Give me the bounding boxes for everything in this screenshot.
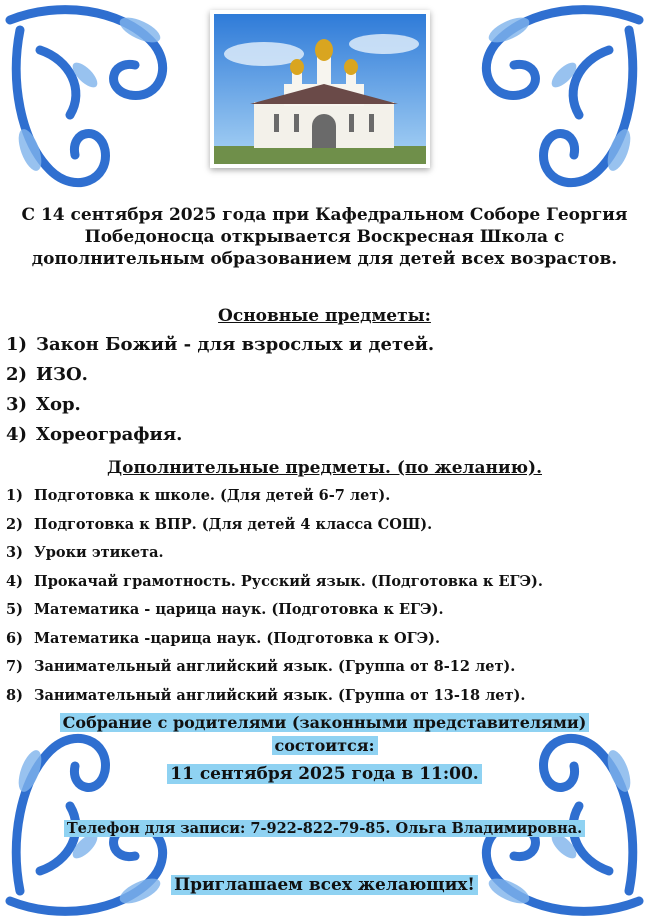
item-number: 8) — [6, 686, 23, 704]
item-number: 4) — [6, 424, 28, 445]
corner-ornament-top-left — [0, 0, 200, 210]
item-number: 3) — [6, 394, 28, 415]
list-item — [6, 364, 636, 394]
list-item — [6, 487, 642, 516]
item-number: 3) — [6, 544, 23, 561]
extra-subjects-list — [6, 487, 642, 715]
list-item — [6, 544, 642, 573]
item-text: Уроки этикета. — [34, 544, 164, 561]
item-text: Хореография. — [36, 424, 183, 445]
item-text: Закон Божий - для взрослых и детей. — [36, 334, 435, 355]
intro-text: С 14 сентября 2025 года при Кафедральном Соборе Георгия Победоносца открывается Воскресная Школа с дополнительным образованием для детей всех возрастов. — [21, 205, 628, 269]
main-subjects-list — [6, 334, 636, 454]
meeting-line-2: состоится: — [272, 736, 378, 755]
corner-ornament-top-right — [449, 0, 649, 210]
item-number: 6) — [6, 629, 23, 647]
extra-subjects-heading: Дополнительные предметы. (по желанию). — [106, 458, 542, 478]
item-number: 1) — [6, 487, 23, 504]
invite-text: Приглашаем всех желающих! — [171, 875, 478, 895]
list-item — [6, 424, 636, 454]
item-number: 7) — [6, 658, 23, 675]
item-text: Подготовка к школе. (Для детей 6-7 лет). — [34, 487, 391, 504]
cathedral-image — [214, 14, 426, 164]
list-item — [6, 658, 642, 687]
item-text: Занимательный английский язык. (Группа от 8-12 лет). — [34, 658, 516, 675]
item-text: ИЗО. — [36, 364, 88, 385]
item-number: 5) — [6, 601, 23, 618]
phone-info — [0, 820, 649, 837]
cathedral-photo — [210, 10, 430, 168]
list-item — [6, 630, 642, 659]
item-number: 2) — [6, 364, 28, 385]
item-text: Подготовка к ВПР. (Для детей 4 класса СОШ). — [34, 515, 433, 533]
list-item — [6, 573, 642, 602]
meeting-line-1: Собрание с родителями (законными представителями) — [60, 713, 590, 732]
invitation — [0, 875, 649, 895]
phone-text: Телефон для записи: 7-922-822-79-85. Ольга Владимировна. — [64, 820, 585, 837]
list-item — [6, 601, 642, 630]
main-subjects-heading: Основные предметы: — [218, 306, 431, 326]
item-text: Прокачай грамотность. Русский язык. (Подготовка к ЕГЭ). — [34, 572, 543, 590]
item-text: Математика - царица наук. (Подготовка к ЕГЭ). — [34, 601, 444, 618]
meeting-announcement — [30, 711, 619, 757]
list-item — [6, 394, 636, 424]
list-item — [6, 516, 642, 545]
meeting-date — [0, 764, 649, 784]
item-text: Занимательный английский язык. (Группа от 13-18 лет). — [34, 686, 526, 704]
list-item — [6, 334, 636, 364]
item-number: 4) — [6, 572, 23, 590]
item-text: Математика -царица наук. (Подготовка к ОГЭ). — [34, 629, 441, 647]
item-text: Хор. — [36, 394, 81, 415]
meeting-date-text: 11 сентября 2025 года в 11:00. — [167, 764, 481, 784]
item-number: 1) — [6, 334, 28, 355]
item-number: 2) — [6, 515, 23, 533]
